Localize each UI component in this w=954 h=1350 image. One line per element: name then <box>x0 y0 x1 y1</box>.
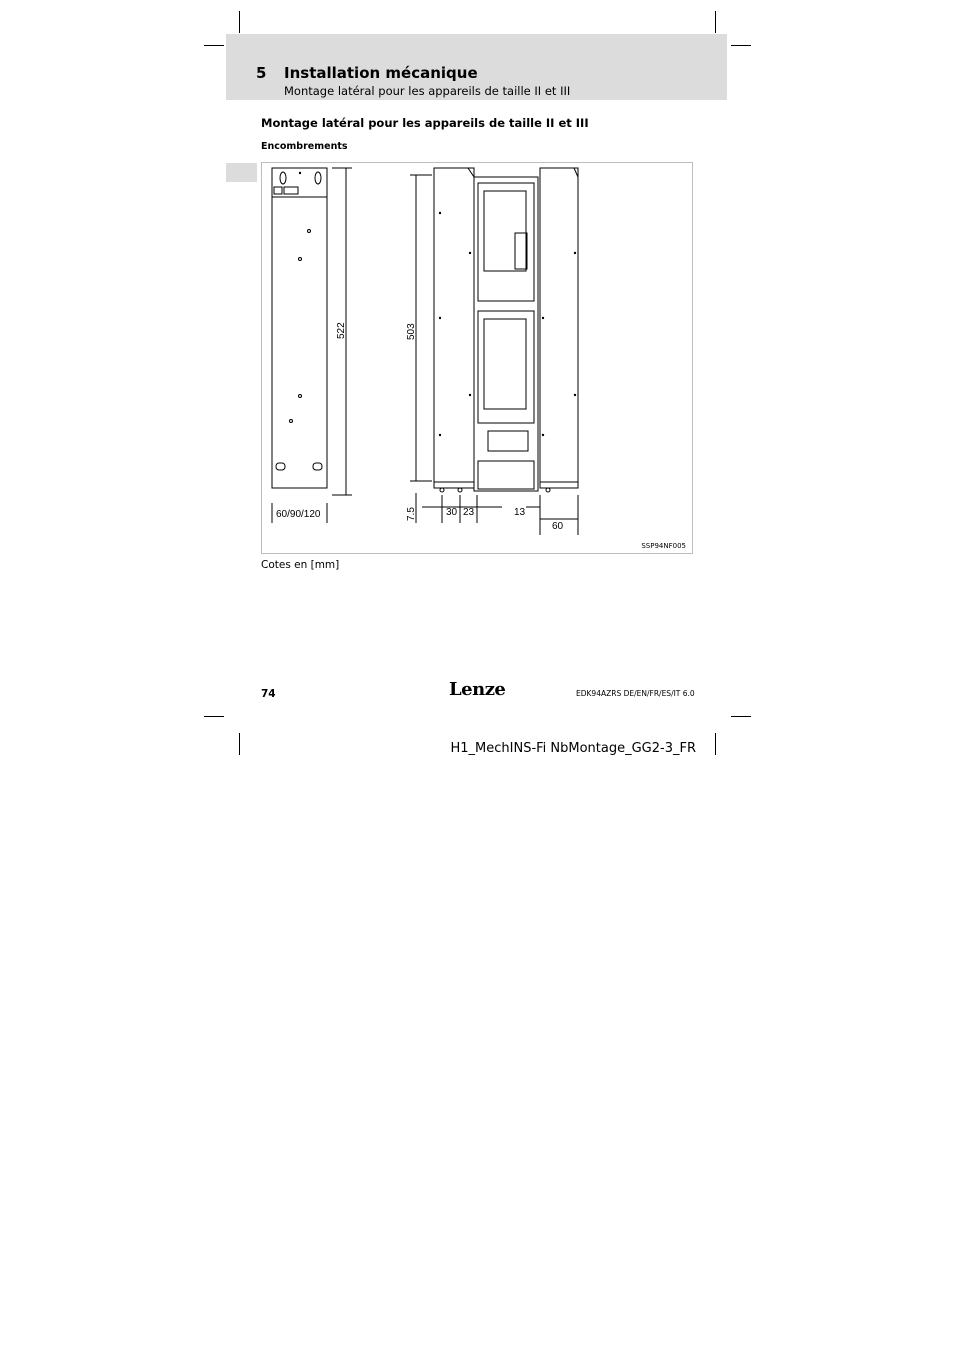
left-panel-outline <box>272 168 327 488</box>
dim-height-mount: 503 <box>406 323 417 340</box>
dim-height-total: 522 <box>336 322 347 339</box>
technical-drawing <box>262 163 692 553</box>
center-right-panel <box>540 168 578 488</box>
crop-mark <box>715 733 716 755</box>
dim-side-width: 60 <box>552 521 564 532</box>
center-left-panel <box>434 168 474 488</box>
crop-mark <box>204 45 224 46</box>
crop-mark <box>239 11 240 33</box>
chapter-side-tab <box>226 163 257 182</box>
chapter-title: Installation mécanique <box>284 64 478 82</box>
lenze-logo: Lenze <box>449 679 506 700</box>
chapter-number: 5 <box>256 64 267 82</box>
dim-hole-a: 30 <box>446 507 458 518</box>
page-number: 74 <box>261 688 276 700</box>
dim-offset-bottom: 7.5 <box>406 507 417 521</box>
section-heading: Montage latéral pour les appareils de taille II et III <box>261 116 589 130</box>
crop-mark <box>239 733 240 755</box>
dim-hole-b: 23 <box>463 507 475 518</box>
chapter-subtitle: Montage latéral pour les appareils de taille II et III <box>284 84 571 98</box>
sub-heading: Encombrements <box>261 141 348 152</box>
units-note: Cotes en [mm] <box>261 559 340 571</box>
dim-side-gap: 13 <box>514 507 526 518</box>
dimension-drawing-figure <box>261 162 693 554</box>
dim-width-options: 60/90/120 <box>276 509 321 520</box>
crop-mark <box>731 716 751 717</box>
crop-mark <box>204 716 224 717</box>
file-label: H1_MechINS-Fi NbMontage_GG2-3_FR <box>450 741 696 756</box>
doc-reference: EDK94AZRS DE/EN/FR/ES/IT 6.0 <box>576 689 695 698</box>
crop-mark <box>731 45 751 46</box>
figure-code: SSP94NF005 <box>641 542 686 550</box>
crop-mark <box>715 11 716 33</box>
